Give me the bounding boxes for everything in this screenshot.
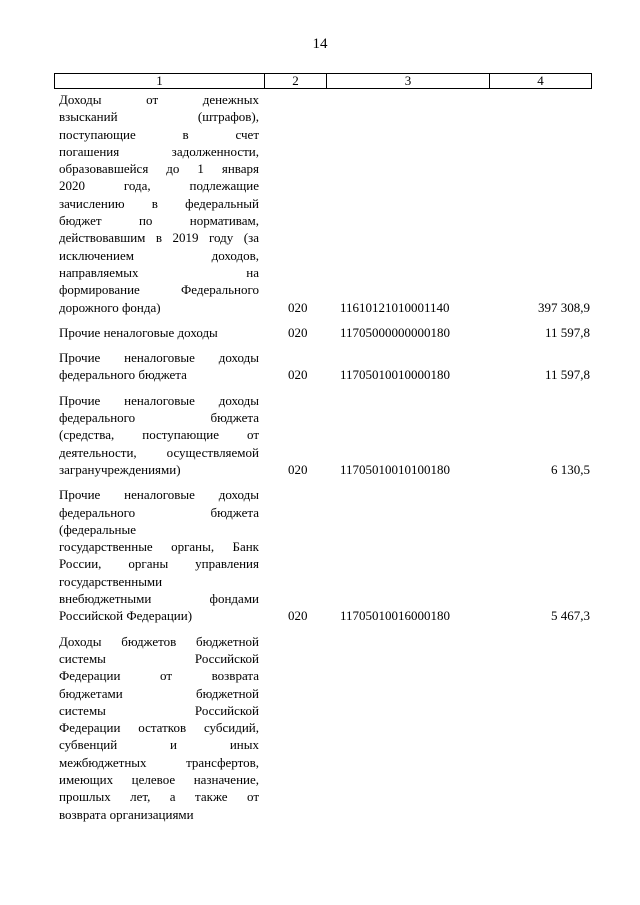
description-line: (федеральные — [59, 521, 136, 537]
description-line: образовавшейся до 1 января — [59, 161, 259, 177]
table-row — [0, 324, 640, 341]
budget-classification-code: 11705000000000180 — [340, 324, 451, 340]
admin-code: 020 — [288, 367, 308, 383]
description-line: системы Российской — [59, 650, 259, 666]
description-line: бюджетами бюджетной — [59, 685, 259, 701]
column-header-4: 4 — [537, 73, 544, 88]
description-line: взысканий (штрафов), — [59, 109, 259, 125]
description-line: Прочие неналоговые доходы — [59, 350, 259, 366]
admin-code: 020 — [288, 461, 308, 477]
description-line: дорожного фонда) — [59, 299, 161, 315]
amount-value: 11 597,8 — [544, 367, 590, 383]
amount-value: 11 597,8 — [544, 324, 590, 340]
description-line: системы Российской — [59, 702, 259, 718]
table-row — [0, 633, 640, 823]
description-line: федерального бюджета — [59, 367, 187, 383]
budget-classification-code: 11705010016000180 — [340, 608, 451, 624]
page-number: 14 — [312, 36, 328, 52]
description-line: исключением доходов, — [59, 247, 259, 263]
description-line: (средства, поступающие от — [59, 427, 259, 443]
description-line: поступающие в счет — [59, 126, 259, 142]
description-line: Прочие неналоговые доходы — [59, 392, 259, 408]
description-line: субвенций и иных — [59, 737, 259, 753]
table-row — [0, 91, 640, 316]
description-line: России, органы управления — [59, 556, 259, 572]
table-row — [0, 486, 640, 624]
description-line: погашения задолженности, — [59, 143, 259, 159]
description-line: зачислению в федеральный — [59, 195, 259, 211]
row-description — [59, 349, 259, 384]
row-description — [59, 486, 259, 624]
table-row — [0, 392, 640, 479]
admin-code: 020 — [288, 324, 308, 340]
column-header-3: 3 — [404, 73, 412, 88]
description-line: межбюджетных трансфертов, — [59, 754, 259, 770]
budget-classification-code: 11610121010001140 — [340, 299, 450, 315]
row-description — [59, 392, 259, 478]
description-line: федерального бюджета — [59, 504, 259, 520]
description-line: Прочие неналоговые доходы — [59, 487, 259, 503]
description-line: направляемых на — [59, 264, 259, 280]
description-line: Прочие неналоговые доходы — [59, 324, 218, 340]
description-line: деятельности, осуществляемой — [59, 444, 259, 460]
row-description — [59, 633, 259, 823]
budget-classification-code: 11705010010000180 — [340, 367, 451, 383]
description-line: бюджет по нормативам, — [59, 213, 259, 229]
table-row — [0, 349, 640, 384]
description-line: Доходы бюджетов бюджетной — [59, 633, 259, 649]
description-line: прошлых лет, а также от — [59, 789, 259, 805]
description-line: 2020 года, подлежащие — [59, 178, 259, 194]
budget-classification-code: 11705010010100180 — [340, 461, 451, 477]
amount-value: 397 308,9 — [538, 299, 590, 315]
description-line: Федерации остатков субсидий, — [59, 720, 259, 736]
description-line: формирование Федерального — [59, 282, 259, 298]
column-header-row — [54, 73, 592, 89]
description-line: государственными — [59, 573, 163, 589]
amount-value: 5 467,3 — [551, 608, 590, 624]
amount-value: 6 130,5 — [551, 461, 590, 477]
column-header-2: 2 — [292, 73, 299, 88]
admin-code: 020 — [288, 608, 308, 624]
row-description — [59, 91, 259, 316]
description-line: загранучреждениями) — [59, 461, 181, 477]
description-line: Федерации от возврата — [59, 668, 259, 684]
admin-code: 020 — [288, 299, 308, 315]
description-line: Российской Федерации) — [59, 608, 193, 624]
description-line: внебюджетными фондами — [59, 591, 259, 607]
description-line: действовавшим в 2019 году (за — [59, 230, 259, 246]
description-line: возврата организациями — [59, 806, 194, 822]
description-line: федерального бюджета — [59, 410, 259, 426]
column-header-1: 1 — [156, 73, 163, 88]
description-line: имеющих целевое назначение, — [59, 772, 259, 788]
description-line: Доходы от денежных — [59, 92, 259, 107]
row-description — [59, 324, 259, 341]
description-line: государственные органы, Банк — [59, 539, 259, 555]
